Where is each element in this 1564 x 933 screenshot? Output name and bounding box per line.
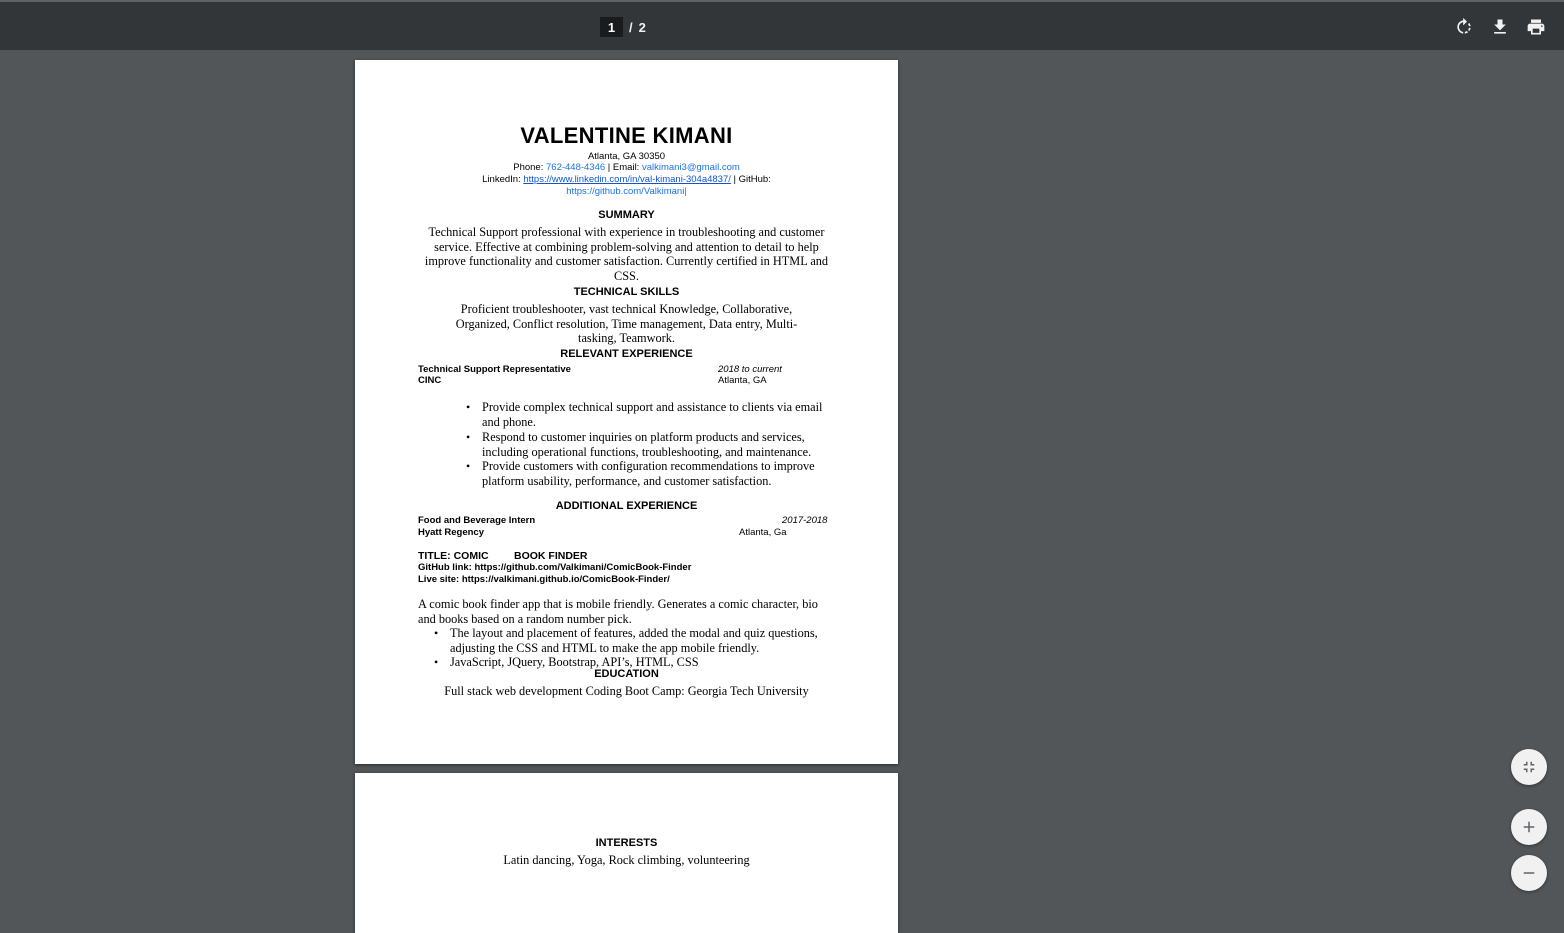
linkedin-line <box>355 174 898 185</box>
rotate-icon <box>1454 17 1474 37</box>
github-link[interactable]: https://github.com/Valkimani| <box>566 186 687 197</box>
print-icon <box>1526 17 1546 37</box>
zoom-in-icon <box>1520 818 1538 836</box>
total-pages: 2 <box>638 19 646 35</box>
project-github: GitHub link: https://github.com/Valkimani/ComicBook-Finder <box>418 562 692 573</box>
bullet-line: Respond to customer inquiries on platform products and services, <box>482 430 805 444</box>
job1-dates: 2018 to current <box>718 364 782 375</box>
list-item: • The layout and placement of features, added the modal and quiz questions, adjusting the CSS and HTML to make the app mobile friendly. <box>450 626 850 655</box>
fit-to-page-button[interactable] <box>1511 749 1547 785</box>
project-title-a: TITLE: COMIC <box>418 550 489 562</box>
project-desc-line: and books based on a random number pick. <box>418 611 632 626</box>
contact-line <box>355 162 898 173</box>
interests-heading: INTERESTS <box>595 837 658 849</box>
list-item: • JavaScript, JQuery, Bootstrap, API’s, HTML, CSS <box>450 655 850 670</box>
linkedin-link[interactable]: https://www.linkedin.com/in/val-kimani-304a4837/ <box>523 174 731 185</box>
skills-text <box>435 302 818 346</box>
interests-text: Latin dancing, Yoga, Rock climbing, volunteering <box>503 853 750 867</box>
project-live: Live site: https://valkimani.github.io/ComicBook-Finder/ <box>418 574 670 585</box>
pdf-page-1 <box>355 60 898 764</box>
linkedin-label: LinkedIn: <box>482 174 521 185</box>
additional-experience-heading: ADDITIONAL EXPERIENCE <box>555 500 698 512</box>
summary-line: improve functionality and customer satisfaction. Currently certified in HTML and <box>424 254 829 268</box>
job1-title: Technical Support Representative <box>418 364 571 375</box>
bullet-line: The layout and placement of features, added the modal and quiz questions, <box>450 626 818 640</box>
job2-title: Food and Beverage Intern <box>418 515 536 526</box>
project-description <box>418 597 848 626</box>
bullet-line: and phone. <box>482 414 536 429</box>
download-button[interactable] <box>1488 15 1512 39</box>
project-bullets <box>434 626 850 670</box>
bullet-line: JavaScript, JQuery, Bootstrap, API’s, HTML, CSS <box>450 655 699 669</box>
summary-text <box>415 225 838 283</box>
pdf-toolbar <box>0 0 1564 50</box>
project-desc-line: A comic book finder app that is mobile friendly. Generates a comic character, bio <box>418 597 818 611</box>
job1-bullets <box>466 400 842 488</box>
pdf-page-2 <box>355 773 898 933</box>
download-icon <box>1490 17 1510 37</box>
job1-location: Atlanta, GA <box>718 375 767 386</box>
summary-heading: SUMMARY <box>598 209 655 221</box>
email-label: | Email: <box>605 162 640 173</box>
skills-line: tasking, Teamwork. <box>578 331 675 345</box>
project-title-b: BOOK FINDER <box>514 550 588 562</box>
bullet-line: Provide complex technical support and assistance to clients via email <box>482 400 823 414</box>
page-number-input[interactable] <box>600 17 623 37</box>
job2-company: Hyatt Regency <box>418 527 484 538</box>
summary-line: Technical Support professional with experience in troubleshooting and customer <box>428 225 825 239</box>
bullet-line: adjusting the CSS and HTML to make the app mobile friendly. <box>450 640 760 655</box>
page-indicator <box>600 16 646 38</box>
page-separator: / <box>629 19 633 35</box>
job1-company: CINC <box>418 375 442 386</box>
job2-dates: 2017-2018 <box>782 515 828 526</box>
relevant-experience-heading: RELEVANT EXPERIENCE <box>560 348 693 360</box>
github-label: | GitHub: <box>730 174 771 185</box>
skills-line: Proficient troubleshooter, vast technical Knowledge, Collaborative, <box>460 302 793 316</box>
bullet-line: platform usability, performance, and customer satisfaction. <box>482 473 772 488</box>
bullet-line: Provide customers with configuration recommendations to improve <box>482 459 815 473</box>
fit-to-page-icon <box>1520 758 1538 776</box>
phone-link[interactable]: 762-448-4346 <box>546 162 606 173</box>
skills-heading: TECHNICAL SKILLS <box>573 286 680 298</box>
list-item: • Provide complex technical support and assistance to clients via email and phone. <box>482 400 842 429</box>
summary-line: CSS. <box>614 268 639 283</box>
summary-line: service. Effective at combining problem-solving and attention to detail to help <box>434 239 819 254</box>
list-item: • Provide customers with configuration recommendations to improve platform usability, performance, and customer satisfaction. <box>482 459 842 488</box>
address: Atlanta, GA 30350 <box>587 151 666 162</box>
job2-location: Atlanta, Ga <box>739 527 787 538</box>
email-link[interactable]: valkimani3@gmail.com <box>641 162 740 173</box>
list-item: • Respond to customer inquiries on platform products and services, including operational functions, troubleshooting, and maintenance. <box>482 430 842 459</box>
bullet-line: including operational functions, troubleshooting, and maintenance. <box>482 444 812 459</box>
education-heading: EDUCATION <box>594 668 659 680</box>
zoom-out-button[interactable] <box>1511 855 1547 891</box>
resume-name: VALENTINE KIMANI <box>520 123 733 148</box>
zoom-in-button[interactable] <box>1511 809 1547 845</box>
phone-label: Phone: <box>513 162 544 173</box>
print-button[interactable] <box>1524 15 1548 39</box>
skills-line: Organized, Conflict resolution, Time management, Data entry, Multi- <box>455 316 798 331</box>
rotate-button[interactable] <box>1452 15 1476 39</box>
zoom-out-icon <box>1520 864 1538 882</box>
education-text: Full stack web development Coding Boot Camp: Georgia Tech University <box>444 684 809 698</box>
